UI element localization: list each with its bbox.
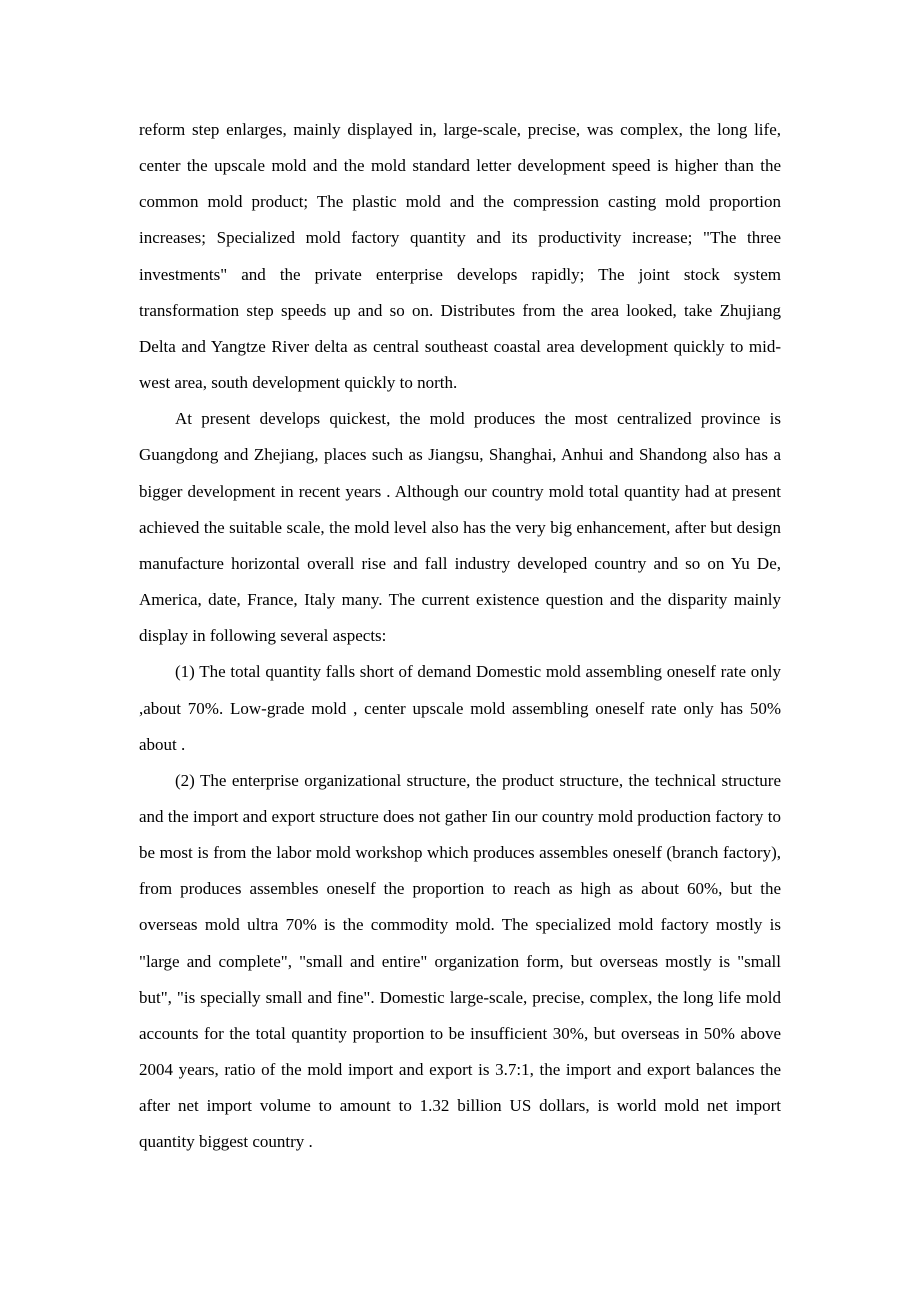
paragraph-reform-step: reform step enlarges, mainly displayed in, large-scale, precise, was complex, the long life, center the upscale mold and the mold standard letter development speed is higher than the common mold product; The plastic mold and the compression casting mold proportion increases; Specialized mold factory quantity and its productivity increase; "The three investments" and the private enterprise develops rapidly; The joint stock system transformation step speeds up and so on. Distributes from the area looked, take Zhujiang Delta and Yangtze River delta as central southeast coastal area development quickly to mid-west area, south development quickly to north.	[139, 120, 781, 393]
paragraph-organizational-structure: (2) The enterprise organizational structure, the product structure, the technical structure and the import and export structure does not gather Iin our country mold production factory to be most is from the labor mold workshop which produces assembles oneself (branch factory), from produces assembles oneself the proportion to reach as high as about 60%, but the overseas mold ultra 70% is the commodity mold. The specialized mold factory mostly is "large and complete", "small and entire" organization form, but overseas mostly is "small but", "is specially small and fine". Domestic large-scale, precise, complex, the long life mold accounts for the total quantity proportion to be insufficient 30%, but overseas in 50% above 2004 years, ratio of the mold import and export is 3.7:1, the import and export balances the after net import volume to amount to 1.32 billion US dollars, is world mold net import quantity biggest country .	[139, 770, 781, 1152]
document-page	[139, 112, 781, 1161]
paragraph-present-develops: At present develops quickest, the mold produces the most centralized province is Guangdong and Zhejiang, places such as Jiangsu, Shanghai, Anhui and Shandong also has a bigger development in recent years . Although our country mold total quantity had at present achieved the suitable scale, the mold level also has the very big enhancement, after but design manufacture horizontal overall rise and fall industry developed country and so on Yu De, America, date, France, Italy many. The current existence question and the disparity mainly display in following several aspects:	[139, 409, 781, 646]
paragraph-total-quantity: (1) The total quantity falls short of demand Domestic mold assembling oneself rate only ,about 70%. Low-grade mold , center upscale mold assembling oneself rate only has 50% about .	[139, 662, 781, 754]
